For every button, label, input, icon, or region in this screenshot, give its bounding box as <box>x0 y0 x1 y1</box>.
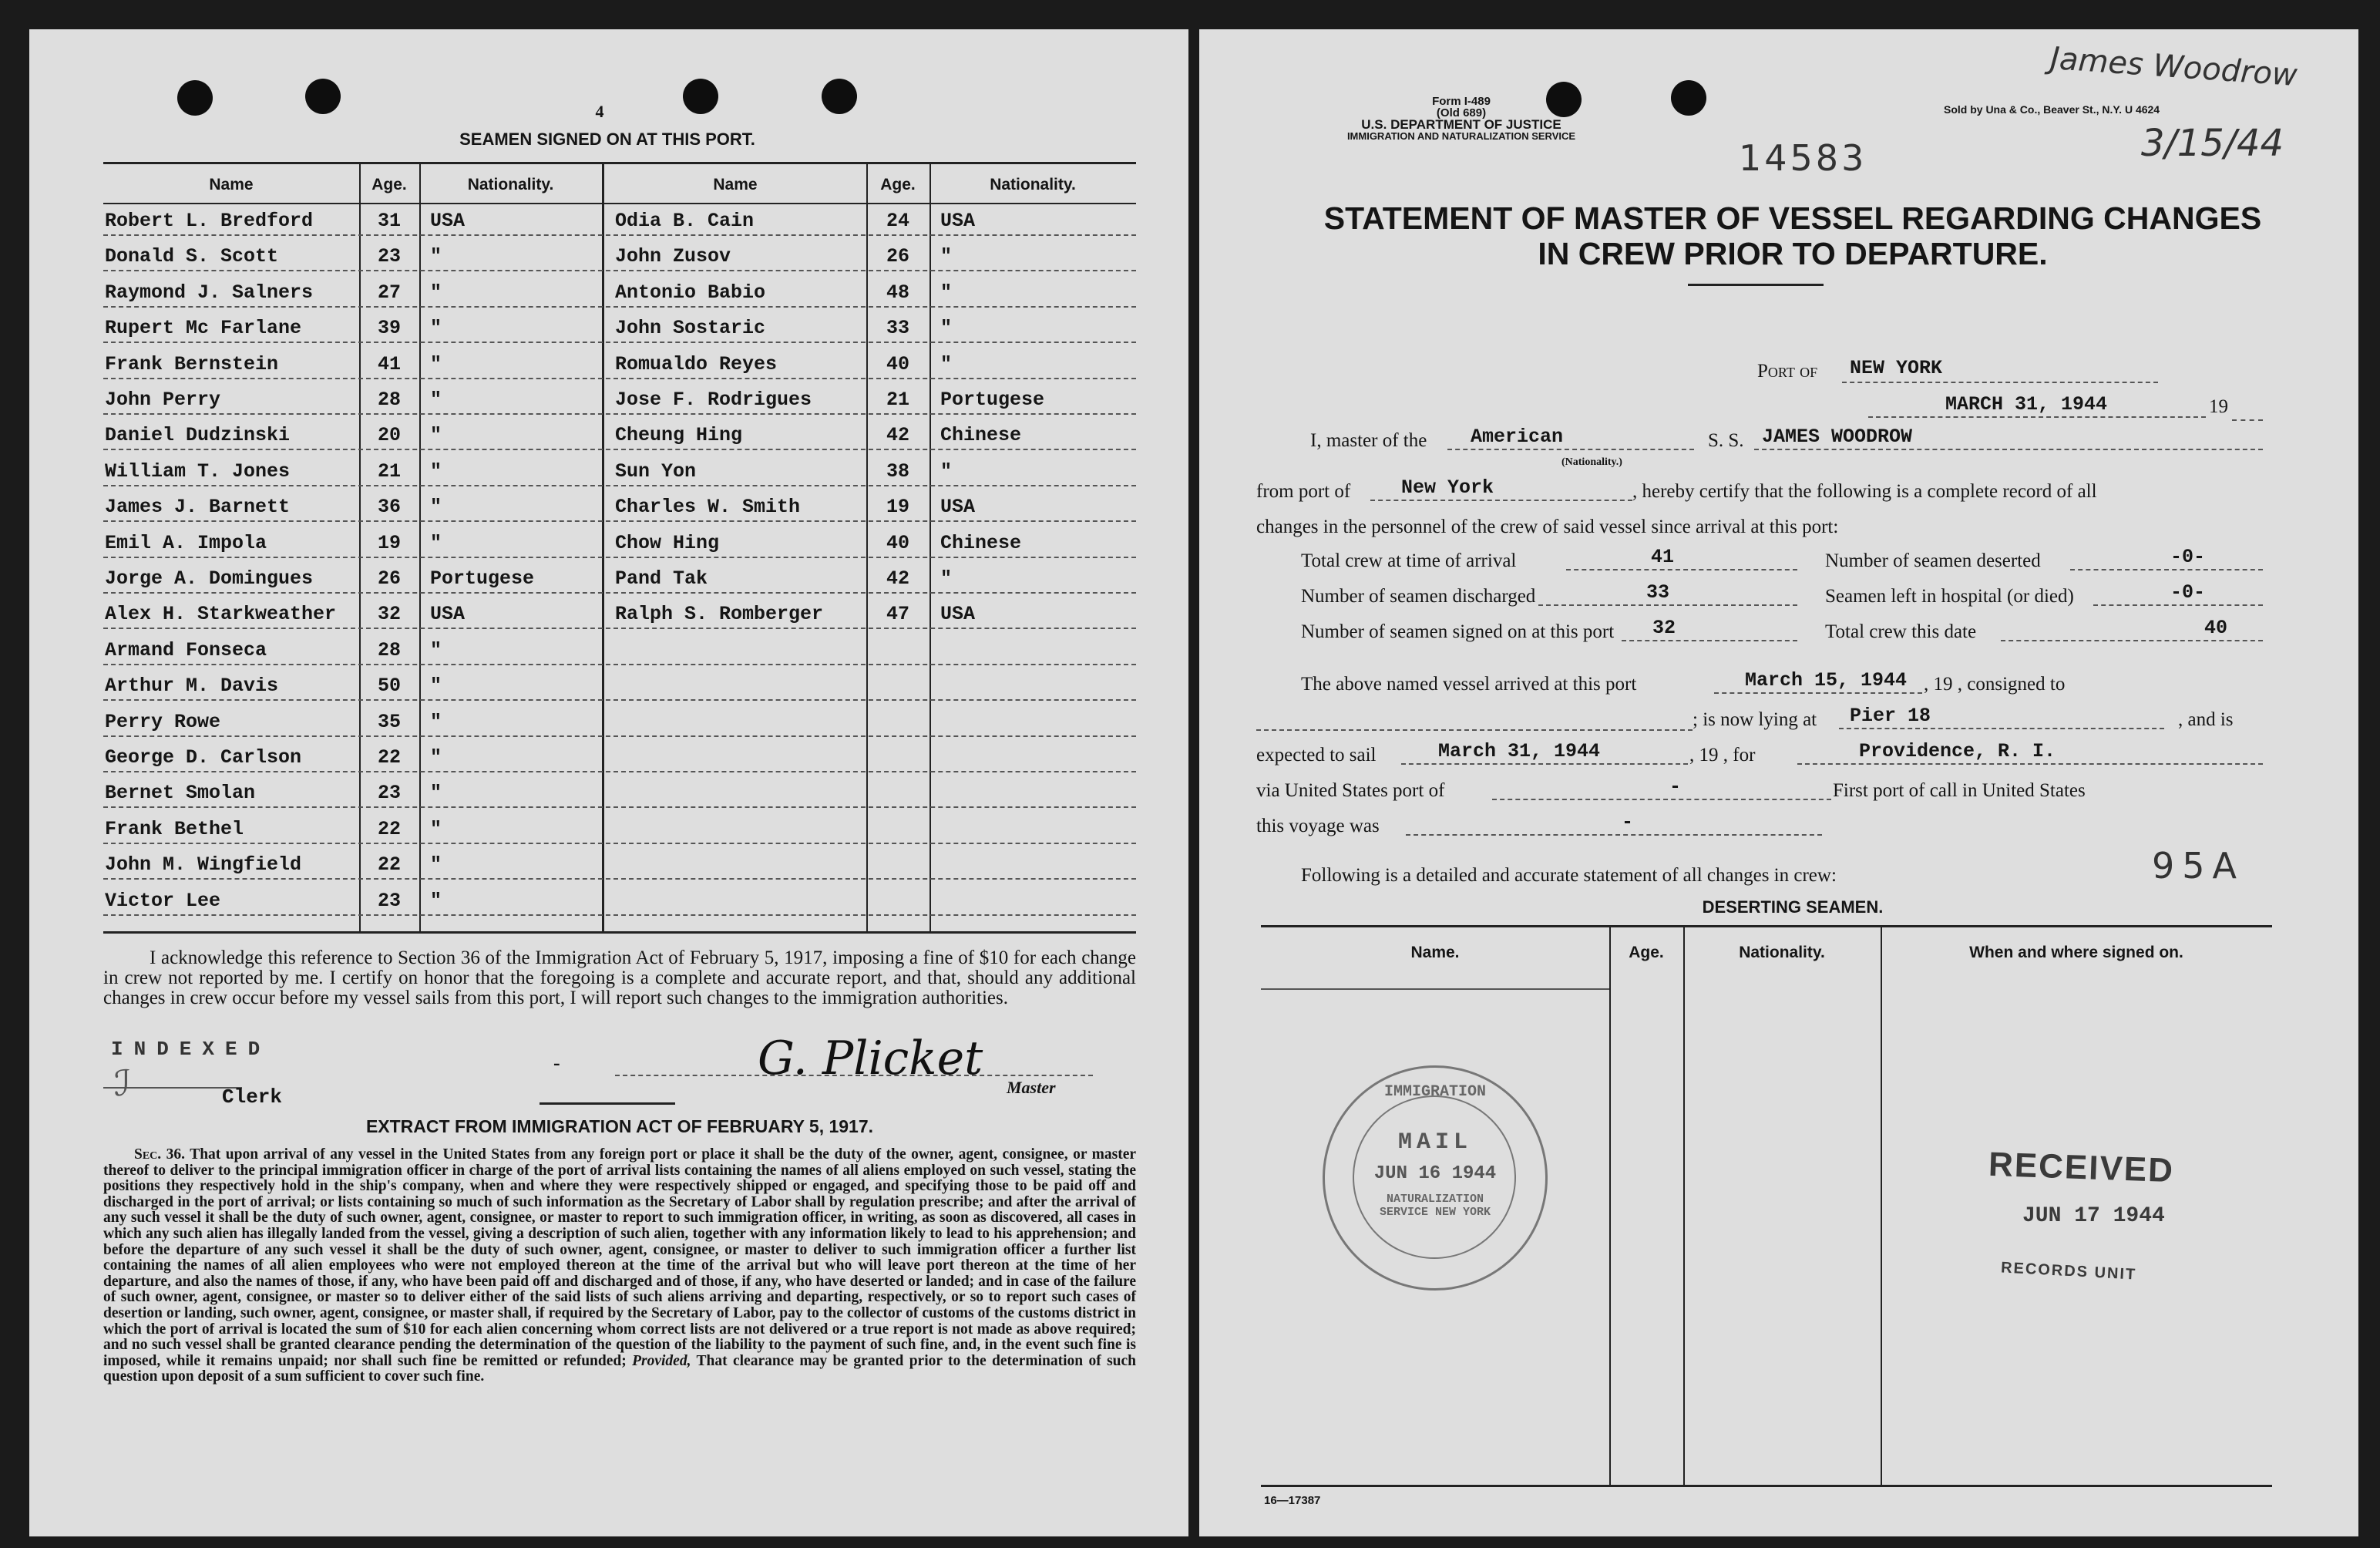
seaman-age: 42 <box>886 567 909 590</box>
seaman-nationality: " <box>940 567 953 590</box>
row-rule <box>103 843 1136 844</box>
col-divider <box>419 162 421 933</box>
date-field: MARCH 31, 1944 <box>1868 393 2206 418</box>
seaman-nationality: " <box>430 245 442 268</box>
mail-stamp-date: JUN 16 1944 <box>1373 1163 1497 1184</box>
seaman-name: John Sostaric <box>615 317 766 340</box>
seaman-name: John Zusov <box>615 245 731 268</box>
changes-text: changes in the personnel of the crew of said vessel since arrival at this port: <box>1256 517 1839 537</box>
deserting-title: DESERTING SEAMEN. <box>1702 897 1884 917</box>
extract-proviso: That clearance may be granted prior to the determination of such question upon deposit of a sum sufficient to cover such fine. <box>103 1352 1137 1385</box>
total-date-field: 40 <box>2001 617 2263 641</box>
punch-hole <box>177 80 213 116</box>
deserting-table-bottom <box>1261 1485 2272 1487</box>
form-old-number: (Old 689) <box>1436 106 1487 119</box>
seaman-age: 41 <box>377 352 401 375</box>
seaman-nationality: " <box>940 281 953 304</box>
seaman-age: 21 <box>377 459 401 483</box>
seaman-age: 31 <box>377 210 401 232</box>
seaman-name: James J. Barnett <box>105 496 291 519</box>
seaman-nationality: " <box>940 352 953 375</box>
seaman-name: Bernet Smolan <box>105 782 256 805</box>
clerk-initials-mark: ℐ <box>114 1062 131 1104</box>
seaman-nationality: USA <box>430 210 466 232</box>
statement-title <box>1245 200 2340 271</box>
seaman-age: 32 <box>377 603 401 626</box>
row-rule <box>103 628 1136 629</box>
following-text: Following is a detailed and accurate statement of all changes in crew: <box>1301 865 1837 886</box>
from-port-field: New York <box>1370 476 1632 501</box>
col-header-nationality: Nationality. <box>990 176 1076 194</box>
sold-by: Sold by Una & Co., Beaver St., N.Y. U 4624 <box>1944 103 2160 116</box>
seaman-age: 35 <box>377 710 401 733</box>
expected-field: March 31, 1944 <box>1401 740 1688 765</box>
year-line <box>2232 419 2263 421</box>
seaman-nationality: USA <box>430 603 466 626</box>
seaman-name: Antonio Babio <box>615 281 766 304</box>
row-rule <box>103 306 1136 308</box>
from-port-label: from port of <box>1256 481 1351 502</box>
seaman-nationality: " <box>430 496 442 519</box>
seaman-age: 20 <box>377 424 401 447</box>
seaman-name: Odia B. Cain <box>615 210 755 232</box>
received-stamp: RECEIVED <box>1988 1145 2175 1190</box>
seaman-nationality: " <box>430 817 442 840</box>
seaman-name: Jorge A. Domingues <box>105 567 314 590</box>
vessel-name-field: JAMES WOODROW <box>1754 426 2263 450</box>
left-page <box>29 29 1188 1536</box>
mail-stamp-mail: MAIL <box>1397 1129 1472 1156</box>
seaman-nationality: Portugese <box>430 567 535 590</box>
seaman-nationality: " <box>430 889 442 912</box>
seaman-name: Romualdo Reyes <box>615 352 778 375</box>
form-number: Form I-489 <box>1432 95 1491 108</box>
seaman-nationality: " <box>430 746 442 769</box>
seaman-nationality: " <box>430 389 442 411</box>
punch-hole <box>822 79 857 114</box>
seaman-name: Emil A. Impola <box>105 531 267 554</box>
seaman-nationality: " <box>430 710 442 733</box>
seaman-age: 23 <box>377 245 401 268</box>
row-rule <box>103 342 1136 343</box>
seaman-age: 26 <box>886 245 909 268</box>
clerk-line <box>103 1087 242 1089</box>
seaman-nationality: " <box>430 782 442 805</box>
seaman-age: 47 <box>886 603 909 626</box>
seamen-signed-title: SEAMEN SIGNED ON AT THIS PORT. <box>459 130 755 149</box>
col-header-nationality: Nationality. <box>467 176 554 194</box>
title-line-1: STATEMENT OF MASTER OF VESSEL REGARDING CHANGES <box>1323 200 2262 236</box>
seaman-age: 19 <box>377 531 401 554</box>
seaman-name: George D. Carlson <box>105 746 302 769</box>
punch-hole <box>305 79 341 114</box>
right-page <box>1199 29 2358 1536</box>
row-rule <box>103 485 1136 486</box>
mail-stamp <box>1323 1065 1548 1291</box>
row-rule <box>103 664 1136 665</box>
seaman-nationality: " <box>940 317 953 340</box>
ss-label: S. S. <box>1708 430 1744 451</box>
via-field: - <box>1492 776 1831 800</box>
seaman-name: Charles W. Smith <box>615 496 801 519</box>
master-signature: G. Plicket <box>758 1031 983 1085</box>
seaman-name: Sun Yon <box>615 459 697 483</box>
arrived-label: The above named vessel arrived at this port <box>1301 674 1637 695</box>
row-rule <box>103 806 1136 808</box>
seaman-age: 22 <box>377 746 401 769</box>
deserted-field: -0- <box>2070 546 2263 570</box>
seaman-name: Rupert Mc Farlane <box>105 317 302 340</box>
extract-body: That upon arrival of any vessel in the United States from any foreign port or place it shall be the duty of the owner, agent, consignee, or master thereof to deliver to the principal immigration officer in charge of the port of arrival lists containing the names of all aliens employed on such vessel, stating the positions they respectively hold in the ship's company, when and where they were respectively shipped or engaged, and specifying those to be paid off and discharged in the port of arrival; or lists containing so much of such information as the Secretary of Labor shall by regulation prescribe; and after the arrival of any such vessel it shall be the duty of such owner, agent, consignee, or master to report to such immigration officer, in writing, as soon as discovered, all cases in which any such alien has illegally landed from the vessel, giving a description of such alien, together with any information likely to lead to his apprehension; and before the departure of any such vessel it shall be the duty of such owner, agent, consignee, or master to deliver to such immigration officer a further list containing the names of all alien employees who were not employed thereon at the time of the arrival but who will leave port thereon at the time of her departure, and also the names of those, if any, who have been paid off and discharged and of those, if any, who have deserted or landed; and in case of the failure of such owner, agent, consignee, or master so to deliver either of the said lists of such aliens arriving and departing, respectively, or so to report such cases of desertion or landing, such owner, agent, consignee, or master shall, if required by the Secretary of Labor, pay to the collector of customs of the customs district in which the port of arrival is located the sum of $10 for each alien concerning whom correct lists are not delivered or a true report is not made as above required; and no such vessel shall be granted clearance pending the determination of the question of the liability to the payment of such fine, and, in the event such fine is imposed, while it remains unpaid; nor shall such fine be remitted or refunded; <box>103 1146 1137 1369</box>
seaman-name: Arthur M. Davis <box>105 675 279 698</box>
row-rule <box>103 234 1136 236</box>
seaman-name: Robert L. Bredford <box>105 210 314 232</box>
seaman-nationality: " <box>430 853 442 877</box>
signed-on-field: 32 <box>1622 617 1797 641</box>
seaman-age: 22 <box>377 853 401 877</box>
handwritten-vessel-name: James Woodrow <box>2049 40 2299 94</box>
consigned-label: , 19 , consigned to <box>1924 674 2066 695</box>
col-divider <box>1881 925 1882 1486</box>
seaman-nationality: " <box>430 352 442 375</box>
acknowledgement-text: I acknowledge this reference to Section 36 of the Immigration Act of February 5, 1917, imposing a fine of $10 for each change in crew not reported by me. I certify on honor that the foregoing is a complete and accurate report, and that, should any additional changes in crew occur before my vessel sails from this port, I will report such changes to the immigration authorities. <box>103 947 1136 1008</box>
seaman-nationality: " <box>430 638 442 661</box>
seaman-age: 40 <box>886 531 909 554</box>
seaman-age: 26 <box>377 567 401 590</box>
row-rule <box>103 878 1136 880</box>
seaman-name: Pand Tak <box>615 567 708 590</box>
punch-hole <box>683 79 718 114</box>
seaman-nationality: Chinese <box>940 424 1022 447</box>
seaman-name: Armand Fonseca <box>105 638 267 661</box>
seaman-name: Perry Rowe <box>105 710 221 733</box>
seaman-name: Chow Hing <box>615 531 720 554</box>
seaman-age: 42 <box>886 424 909 447</box>
dash-mark: - <box>553 1052 560 1074</box>
for-label: , 19 , for <box>1689 745 1756 766</box>
row-rule <box>103 270 1136 271</box>
seaman-nationality: USA <box>940 603 976 626</box>
row-rule <box>103 771 1136 772</box>
seaman-name: Cheung Hing <box>615 424 743 447</box>
name-underline <box>1261 988 1609 990</box>
nationality-field: American <box>1447 426 1694 450</box>
handwritten-number: 14583 <box>1739 137 1867 179</box>
seaman-age: 38 <box>886 459 909 483</box>
hospital-label: Seamen left in hospital (or died) <box>1825 586 2074 607</box>
row-rule <box>103 413 1136 415</box>
seaman-name: Frank Bethel <box>105 817 244 840</box>
total-arrival-field: 41 <box>1566 546 1797 570</box>
seaman-age: 40 <box>886 352 909 375</box>
expected-label: expected to sail <box>1256 745 1377 766</box>
port-field: NEW YORK <box>1842 357 2158 383</box>
seaman-age: 33 <box>886 317 909 340</box>
total-arrival-label: Total crew at time of arrival <box>1301 550 1517 571</box>
page-mark: 95A <box>2152 845 2245 887</box>
seaman-nationality: " <box>430 424 442 447</box>
destination-field: Providence, R. I. <box>1797 740 2263 765</box>
row-rule <box>103 699 1136 701</box>
seaman-name: Daniel Dudzinski <box>105 424 291 447</box>
seaman-nationality: " <box>430 675 442 698</box>
seaman-name: Ralph S. Romberger <box>615 603 824 626</box>
row-rule <box>103 520 1136 522</box>
col-divider <box>602 162 604 933</box>
seaman-name: Raymond J. Salners <box>105 281 314 304</box>
seaman-age: 21 <box>886 389 909 411</box>
master-label: Master <box>1007 1078 1056 1097</box>
desert-col-nationality: Nationality. <box>1739 944 1825 961</box>
department: U.S. DEPARTMENT OF JUSTICE <box>1361 117 1561 132</box>
seaman-name: John M. Wingfield <box>105 853 302 877</box>
seaman-age: 24 <box>886 210 909 232</box>
service: IMMIGRATION AND NATURALIZATION SERVICE <box>1346 130 1576 142</box>
received-date: JUN 17 1944 <box>2022 1204 2165 1228</box>
row-rule <box>103 378 1136 379</box>
lying-label: ; is now lying at <box>1693 709 1817 730</box>
table-top-rule <box>103 162 1136 164</box>
seaman-name: William T. Jones <box>105 459 291 483</box>
master-of-the-label: I, master of the <box>1310 430 1427 451</box>
seaman-nationality: " <box>430 281 442 304</box>
seaman-nationality: USA <box>940 210 976 232</box>
seaman-name: Alex H. Starkweather <box>105 603 337 626</box>
year-suffix: 19 <box>2209 396 2228 417</box>
seaman-name: Victor Lee <box>105 889 221 912</box>
row-rule <box>103 914 1136 916</box>
col-divider <box>1609 925 1611 1486</box>
table-bottom-rule <box>103 931 1136 934</box>
row-rule <box>103 449 1136 450</box>
arrived-field: March 15, 1944 <box>1714 669 1922 694</box>
voyage-label: this voyage was <box>1256 816 1380 836</box>
section-label: Sec. 36. <box>134 1146 186 1163</box>
footer-code: 16—17387 <box>1264 1494 1321 1507</box>
table-header-rule <box>103 203 1136 204</box>
seaman-nationality: Chinese <box>940 531 1022 554</box>
indexed-stamp: INDEXED <box>111 1038 271 1061</box>
hospital-field: -0- <box>2093 581 2263 606</box>
desert-col-when-where: When and where signed on. <box>1969 944 2183 961</box>
seaman-name: Frank Bernstein <box>105 352 279 375</box>
seaman-nationality: " <box>430 317 442 340</box>
clerk-label: Clerk <box>222 1085 283 1109</box>
records-unit: RECORDS UNIT <box>2000 1259 2137 1284</box>
extract-title: EXTRACT FROM IMMIGRATION ACT OF FEBRUARY 5, 1917. <box>365 1116 874 1136</box>
col-header-name: Name <box>713 176 758 194</box>
seaman-age: 23 <box>377 889 401 912</box>
seaman-age: 28 <box>377 638 401 661</box>
col-divider <box>1683 925 1685 1486</box>
and-is-text: , and is <box>2178 709 2234 730</box>
seaman-nationality: " <box>430 531 442 554</box>
seaman-nationality: " <box>940 245 953 268</box>
handwritten-date: 3/15/44 <box>2141 122 2284 165</box>
seaman-age: 23 <box>377 782 401 805</box>
seaman-age: 36 <box>377 496 401 519</box>
extract-text <box>103 1147 1136 1385</box>
seaman-name: Jose F. Rodrigues <box>615 389 812 411</box>
deserted-label: Number of seamen deserted <box>1825 550 2041 571</box>
lying-field: Pier 18 <box>1839 705 2164 729</box>
seaman-nationality: Portugese <box>940 389 1045 411</box>
divider <box>1688 284 1824 286</box>
seaman-age: 48 <box>886 281 909 304</box>
signed-on-label: Number of seamen signed on at this port <box>1301 621 1615 642</box>
seaman-age: 28 <box>377 389 401 411</box>
nationality-caption: (Nationality.) <box>1561 456 1622 468</box>
deserting-table-top <box>1261 925 2272 927</box>
consignee-field <box>1256 705 1693 731</box>
first-port-label: First port of call in United States <box>1833 780 2086 801</box>
form-header <box>1245 96 1677 142</box>
page-number: 4 <box>595 102 604 121</box>
seaman-age: 27 <box>377 281 401 304</box>
title-line-2: IN CREW PRIOR TO DEPARTURE. <box>1538 236 2048 271</box>
extract-proviso-label: Provided, <box>632 1352 691 1369</box>
col-divider <box>929 162 931 933</box>
seaman-name: Donald S. Scott <box>105 245 279 268</box>
total-date-label: Total crew this date <box>1825 621 1977 642</box>
voyage-field: - <box>1406 811 1822 836</box>
col-header-name: Name <box>209 176 254 194</box>
desert-col-age: Age. <box>1629 944 1664 961</box>
seaman-age: 50 <box>377 675 401 698</box>
divider <box>540 1102 675 1105</box>
seaman-nationality: " <box>430 459 442 483</box>
mail-stamp-bottom: NATURALIZATION SERVICE NEW YORK <box>1379 1193 1491 1219</box>
via-label: via United States port of <box>1256 780 1445 801</box>
row-rule <box>103 557 1136 558</box>
row-rule <box>103 592 1136 594</box>
certify-text: , hereby certify that the following is a complete record of all <box>1632 481 2097 502</box>
port-label: Port of <box>1757 361 1818 382</box>
seaman-nationality: USA <box>940 496 976 519</box>
seaman-age: 19 <box>886 496 909 519</box>
col-header-age: Age. <box>371 176 407 194</box>
seaman-nationality: " <box>940 459 953 483</box>
seaman-age: 39 <box>377 317 401 340</box>
desert-col-name: Name. <box>1410 944 1460 961</box>
mail-stamp-top: IMMIGRATION <box>1383 1083 1487 1101</box>
seaman-name: John Perry <box>105 389 221 411</box>
row-rule <box>103 735 1136 737</box>
discharged-field: 33 <box>1538 581 1797 606</box>
discharged-label: Number of seamen discharged <box>1301 586 1536 607</box>
seaman-age: 22 <box>377 817 401 840</box>
col-header-age: Age. <box>880 176 916 194</box>
